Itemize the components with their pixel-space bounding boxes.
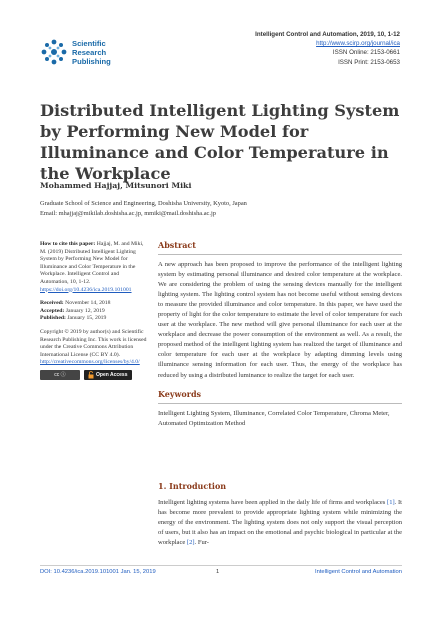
citation-block [40, 241, 148, 294]
publisher-line-3: Publishing [72, 57, 111, 66]
published-label: Published: [40, 315, 66, 322]
journal-url-link[interactable]: http://www.scirp.org/journal/ica [316, 40, 400, 48]
keywords-divider [158, 403, 402, 404]
accepted-date: January 12, 2019 [65, 307, 105, 314]
affiliation: Graduate School of Science and Engineering, Doshisha University, Kyoto, Japan [40, 200, 247, 207]
copyright-text: Copyright © 2019 by author(s) and Scientific Research Publishing Inc. This work is licensed under the Creative Commons Attribution International License (CC BY 4.0). [40, 328, 147, 358]
footer-doi: DOI: 10.4236/ica.2019.101001 Jan. 15, 2019 [40, 569, 156, 575]
reference-link-1[interactable]: [1] [387, 499, 395, 506]
abstract-divider [158, 254, 402, 255]
abstract-text: A new approach has been proposed to improve the performance of the intelligent lighting system by estimating personal illuminance and desired color temperature at the workplace. We are considering the problem of using the sensing devices manually for the intelligent lighting system. The lighting control system has not become useful without sensing devices to measure the provided illuminance and color temperature. In this paper, we have used the property of light for the color temperature to estimate the level of color temperature for each user at the workplace. The new method will give personal illuminance for each user at the workplace and decrease the power consumption of the environment as well. As a result, the proposed method of the intelligent lighting system has realized the target of illuminance and color temperature for each user at the workplace by adapting dimming levels using illuminance sensing information for each user. Thus, the energy of the workplace has reduced by using a distributed luminance to realize the target for each user. [158, 261, 402, 379]
journal-name: Intelligent Control and Automation, 2019, 10, 1-12 [255, 31, 400, 38]
intro-part-2: . It has become more prevalent to provide appropriate lighting system while minimizing the energy of the environment. The lighting system does not only support the visual perception of users, but it also has an impact on the emotional and psychic biological in particular at the workplace [158, 499, 402, 547]
citation-text: Hajjaj, M. and Miki, M. (2019) Distributed Intelligent Lighting System by Performing New Model for Illuminance and Color Temperature in the Workplace. Intelligent Control and Automation, 10, 1-12. [40, 241, 144, 285]
reference-link-2[interactable]: [2] [186, 539, 195, 547]
received-date: November 14, 2018 [65, 300, 111, 307]
abstract-heading: Abstract [158, 240, 196, 250]
author-email: Email: mhajjaj@mikilab.doshisha.ac.jp, mmiki@mail.doshisha.ac.jp [40, 209, 216, 217]
intro-part-3: . Fur- [194, 539, 209, 547]
article-info-sidebar [40, 241, 148, 386]
publisher-logo-icon [40, 38, 68, 66]
cc-by-badge[interactable]: cc ⓘ [40, 370, 80, 380]
publisher-logo [40, 38, 160, 68]
published-date: January 15, 2019 [67, 315, 107, 322]
journal-info [255, 30, 400, 67]
copyright-block [40, 329, 148, 380]
accepted-label: Accepted: [40, 307, 65, 314]
intro-part-1: Intelligent lighting systems have been applied in the daily life of firms and workplaces [158, 499, 388, 506]
keywords-text: Intelligent Lighting System, Illuminance, Correlated Color Temperature, Chroma Meter, Automated Optimization Method [158, 409, 390, 427]
main-column [158, 240, 402, 429]
open-access-badge [84, 370, 132, 380]
paper-title: Distributed Intelligent Lighting System by Performing New Model for Illuminance and Color Temperature in the Workplace [40, 101, 400, 183]
publisher-line-1: Scientific [72, 39, 106, 48]
publisher-line-2: Research [72, 48, 107, 57]
received-label: Received: [40, 300, 64, 307]
paper-authors: Mohammed Hajjaj, Mitsunori Miki [40, 181, 192, 190]
keywords-heading: Keywords [158, 388, 202, 399]
license-link[interactable]: http://creativecommons.org/licenses/by/4.0/ [40, 359, 140, 366]
footer-divider [40, 565, 402, 566]
open-lock-icon [88, 371, 94, 379]
issn-print: ISSN Print: 2153-0653 [338, 58, 400, 66]
publisher-name [72, 39, 111, 66]
license-badges [40, 370, 148, 380]
introduction-heading: 1. Introduction [158, 481, 227, 491]
open-access-label: Open Access [96, 371, 128, 378]
affiliation-block [40, 199, 247, 218]
doi-link[interactable]: https://doi.org/10.4236/ica.2019.101001 [40, 286, 132, 293]
citation-label: How to cite this paper: [40, 241, 96, 247]
dates-block [40, 300, 148, 323]
footer-journal: Intelligent Control and Automation [314, 569, 402, 575]
page-number: 1 [216, 569, 220, 575]
issn-online: ISSN Online: 2153-0661 [332, 49, 400, 57]
introduction-text [158, 498, 402, 548]
